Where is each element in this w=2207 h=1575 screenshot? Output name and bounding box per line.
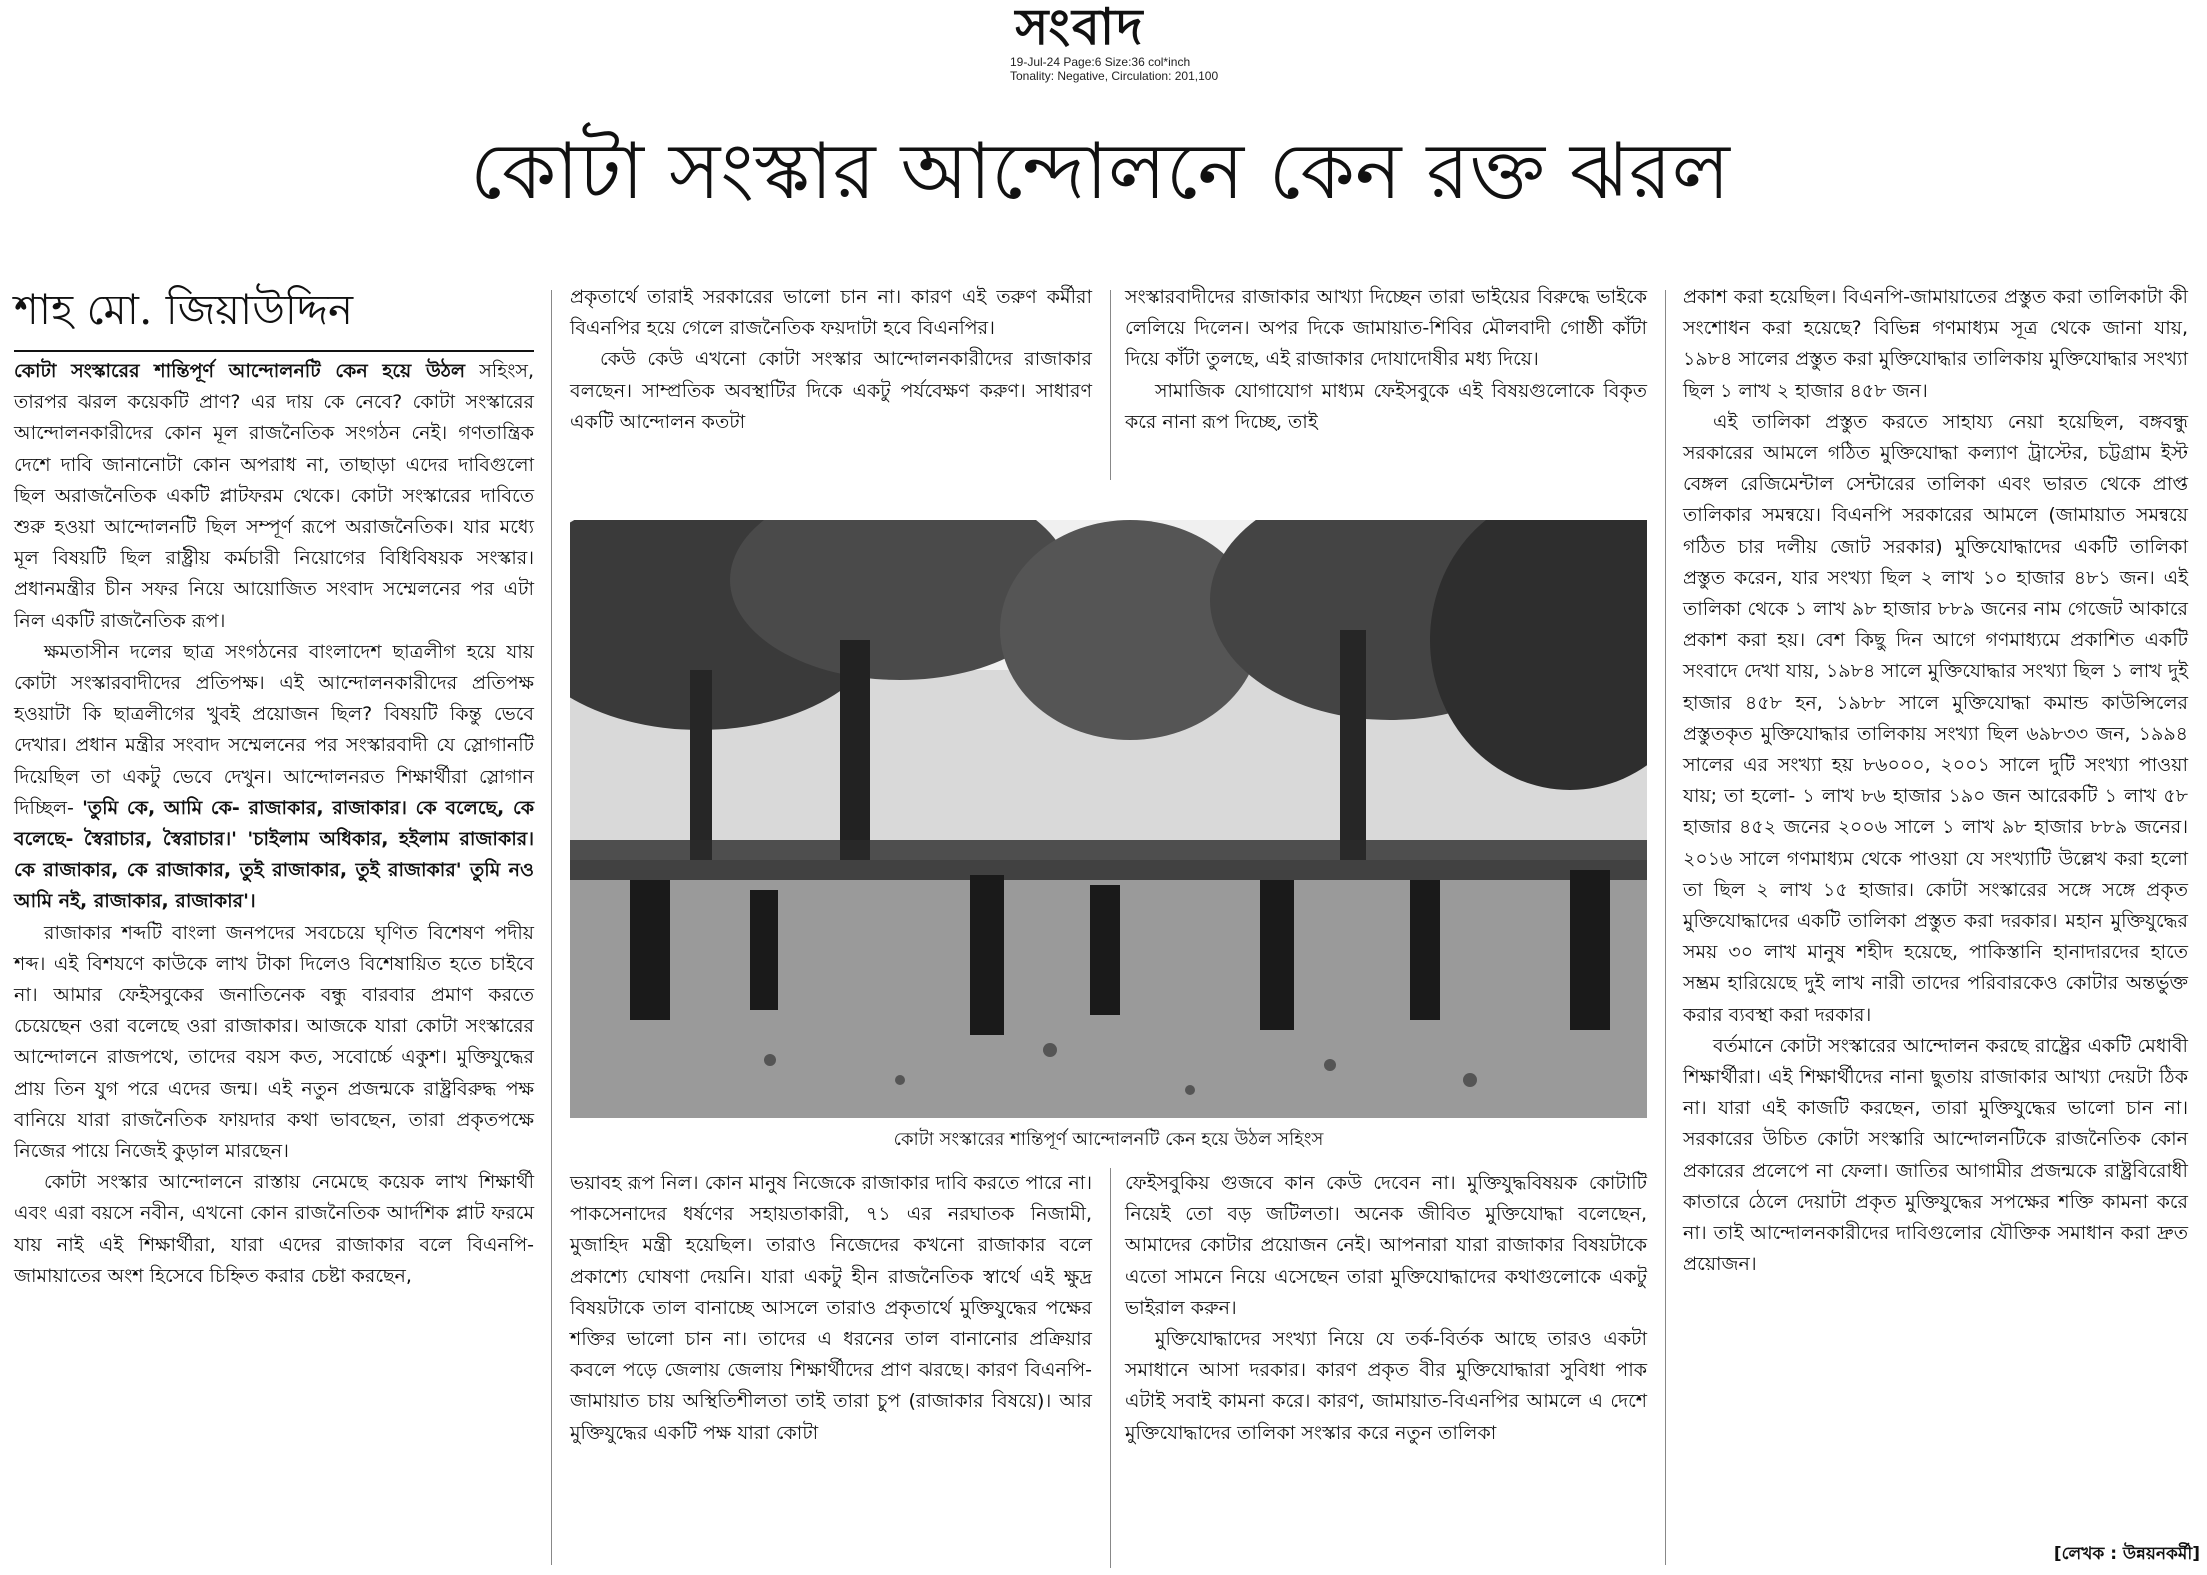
clipping-meta <box>1010 55 1330 83</box>
paragraph: প্রকাশ করা হয়েছিল। বিএনপি-জামায়াতের প্রস্তুত করা তালিকাটা কী সংশোধন করা হয়েছে? বিভিন্ন গণমাধ্যম সূত্র থেকে জানা যায়, ১৯৮৪ সালের প্রস্তুত করা মুক্তিযোদ্ধার তালিকায় মুক্তিযোদ্ধার সংখ্যা ছিল ১ লাখ ২ হাজার ৪৫৮ জন। <box>1683 286 2188 402</box>
paragraph: ফেইসবুকিয় গুজবে কান কেউ দেবেন না। মুক্তিযুদ্ধবিষয়ক কোটাটি নিয়েই তো বড় জটিলতা। অনেক জীবিত মুক্তিযোদ্ধা বলেছেন, আমাদের কোটার প্রয়োজন নেই। আপনারা যারা রাজাকার বিষয়টাকে এতো সামনে নিয়ে এসেছেন তারা মুক্তিযোদ্ধাদের কথাগুলোকে একটু ভাইরাল করুন। <box>1125 1172 1647 1319</box>
article-column-3-bottom <box>1125 1168 1647 1568</box>
paragraph-text: ক্ষমতাসীন দলের ছাত্র সংগঠনের বাংলাদেশ ছাত্রলীগ হয়ে যায় কোটা সংস্কারবাদীদের প্রতিপক্ষ। এই আন্দোলনকারীদের প্রতিপক্ষ হওয়াটা কি ছাত্রলীগের খুবই প্রয়োজন ছিল? বিষয়টি কিন্তু ভেবে দেখার। প্রধান মন্ত্রীর সংবাদ সম্মেলনের পর সংস্কারবাদী যে স্লোগানটি দিয়েছিল তা একটু ভেবে দেখুন। আন্দোলনরত শিক্ষার্থীরা স্লোগান দিচ্ছিল- <box>14 640 534 819</box>
paragraph <box>14 637 534 918</box>
clipping-meta-line2: Tonality: Negative, Circulation: 201,100 <box>1010 69 1219 83</box>
article-headline: কোটা সংস্কার আন্দোলনে কেন রক্ত ঝরল <box>470 127 1730 217</box>
clipping-meta-line1: 19-Jul-24 Page:6 Size:36 col*inch <box>1010 55 1191 69</box>
author-signoff: [লেখক : উন্নয়নকর্মী] <box>2053 1544 2200 1564</box>
paragraph-text: সহিংস, তারপর ঝরল কয়েকটি প্রাণ? এর দায় কে নেবে? কোটা সংস্কারের আন্দোলনকারীদের কোন মূল রাজনৈতিক সংগঠন নেই। গণতান্ত্রিক দেশে দাবি জানানোটা কোন অপরাধ না, তাছাড়া এদের দাবিগুলো ছিল অরাজনৈতিক একটি প্লাটফরম থেকে। কোটা সংস্কারের দাবিতে শুরু হওয়া আন্দোলনটি ছিল সম্পূর্ণ রূপে অরাজনৈতিক। যার মধ্যে মূল বিষয়টি ছিল রাষ্ট্রীয় কর্মচারী নিয়োগের বিধিবিষয়ক সংস্কার। প্রধানমন্ত্রীর চীন সফর নিয়ে আয়োজিত সংবাদ সম্মেলনের পর এটা নিল একটি রাজনৈতিক রূপ। <box>14 360 534 632</box>
author-divider <box>14 350 534 352</box>
paragraph: ভয়াবহ রূপ নিল। কোন মানুষ নিজেকে রাজাকার দাবি করতে পারে না। পাকসেনাদের ধর্ষণের সহায়তাকারী, ৭১ এর নরঘাতক নিজামী, মুজাহিদ মন্ত্রী হয়েছিল। তারাও নিজেদের কখনো রাজাকার বলে প্রকাশ্যে ঘোষণা দেয়নি। যারা একটু হীন রাজনৈতিক স্বার্থে এই ক্ষুদ্র বিষয়টাকে তাল বানাচ্ছে আসলে তারাও প্রকৃতার্থে মুক্তিযুদ্ধের পক্ষের শক্তির ভালো চান না। তাদের এ ধরনের তাল বানানোর প্রক্রিয়ার কবলে পড়ে জেলায় জেলায় শিক্ষার্থীদের প্রাণ ঝরছে। কারণ বিএনপি-জামায়াত চায় অস্থিতিশীলতা তাই তারা চুপ (রাজাকার বিষয়ে)। আর মুক্তিযুদ্ধের একটি পক্ষ যারা কোটা <box>570 1172 1092 1444</box>
column-divider <box>1110 1168 1111 1568</box>
article-column-4 <box>1683 282 2188 1540</box>
paragraph: এই তালিকা প্রস্তুত করতে সাহায্য নেয়া হয়েছিল, বঙ্গবন্ধু সরকারের আমলে গঠিত মুক্তিযোদ্ধা কল্যাণ ট্রাস্টের, চট্টগ্রাম ইস্ট বেঙ্গল রেজিমেন্টাল সেন্টারের তালিকা এবং ভারত থেকে প্রাপ্ত তালিকার সমন্বয়ে। বিএনপি সরকারের আমলে (জামায়াত সমন্বয়ে গঠিত চার দলীয় জোট সরকার) মুক্তিযোদ্ধাদের একটি তালিকা প্রস্তুত করেন, যার সংখ্যা ছিল ২ লাখ ১০ হাজার ৪৮১ জন। এই তালিকা থেকে ১ লাখ ৯৮ হাজার ৮৮৯ জনের নাম গেজেট আকারে প্রকাশ করা হয়। বেশ কিছু দিন আগে গণমাধ্যমে প্রকাশিত একটি সংবাদে দেখা যায়, ১৯৮৪ সালে মুক্তিযোদ্ধার সংখ্যা ছিল ১ লাখ দুই হাজার ৪৫৮ হন, ১৯৮৮ সালে মুক্তিযোদ্ধা কমান্ড কাউন্সিলের প্রস্তুতকৃত মুক্তিযোদ্ধার তালিকায় সংখ্যা ছিল ৬৯৮৩৩ জন, ১৯৯৪ সালের এর সংখ্যা হয় ৮৬০০০, ২০০১ সালে দুটি সংখ্যা পাওয়া যায়; তা হলো- ১ লাখ ৮৬ হাজার ১৯০ জন আরেকটি ১ লাখ ৫৮ হাজার ৪৫২ জনের ২০০৬ সালে ১ লাখ ৯৮ হাজার ৮৮৯ জনের। ২০১৬ সালে গণমাধ্যম থেকে পাওয়া যে সংখ্যাটি উল্লেখ করা হলো তা ছিল ২ লাখ ১৫ হাজার। কোটা সংস্কারের সঙ্গে সঙ্গে প্রকৃত মুক্তিযোদ্ধাদের একটি তালিকা প্রস্তুত করা দরকার। মহান মুক্তিযুদ্ধের সময় ৩০ লাখ মানুষ শহীদ হয়েছে, পাকিস্তানি হানাদারদের হাতে সম্ভ্রম হারিয়েছে দুই লাখ নারী তাদের পরিবারকেও কোটার অন্তর্ভুক্ত করার ব্যবস্থা করা দরকার। <box>1683 410 2188 1026</box>
masthead-logo: সংবাদ <box>1015 0 1145 56</box>
paragraph: সংস্কারবাদীদের রাজাকার আখ্যা দিচ্ছেন তারা ভাইয়ের বিরুদ্ধে ভাইকে লেলিয়ে দিলেন। অপর দিকে জামায়াত-শিবির মৌলবাদী গোষ্ঠী কাঁটা দিয়ে কাঁটা তুলছে, এই রাজাকার দোযাদোষীর মধ্য দিয়ে। <box>1125 286 1647 371</box>
slogan-quote: 'তুমি কে, আমি কে- রাজাকার, রাজাকার। কে বলেছে, কে বলেছে- স্বৈরাচার, স্বৈরাচার।' 'চাইলাম অধিকার, হইলাম রাজাকার। কে রাজাকার, কে রাজাকার, তুই রাজাকার, তুই রাজাকার' তুমি নও আমি নই, রাজাকার, রাজাকার'। <box>14 796 534 913</box>
paragraph: সামাজিক যোগাযোগ মাধ্যম ফেইসবুকে এই বিষয়গুলোকে বিকৃত করে নানা রূপ দিচ্ছে, তাই <box>1125 379 1647 433</box>
paragraph: রাজাকার শব্দটি বাংলা জনপদের সবচেয়ে ঘৃণিত বিশেষণ পদীয় শব্দ। এই বিশযণে কাউকে লাখ টাকা দিলেও বিশেষায়িত হতে চাইবে না। আমার ফেইসবুকের জনাতিনেক বন্ধু বারবার প্রমাণ করতে চেয়েছেন ওরা বলেছে ওরা রাজাকার। আজকে যারা কোটা সংস্কারের আন্দোলনে রাজপথে, তাদের বয়স কত, সবোর্চ্চে একুশ। মুক্তিযুদ্ধের প্রায় তিন যুগ পরে এদের জন্ম। এই নতুন প্রজন্মকে রাষ্ট্রবিরুদ্ধ পক্ষ বানিয়ে যারা রাজনৈতিক ফায়দার কথা ভাবছেন, তারা প্রকৃতপক্ষে নিজের পায়ে নিজেই কুড়াল মারছেন। <box>14 921 534 1163</box>
column-divider <box>551 290 552 1565</box>
lead-sentence: কোটা সংস্কারের শান্তিপূর্ণ আন্দোলনটি কেন হয়ে উঠল <box>14 360 466 382</box>
news-photo <box>570 520 1647 1118</box>
photo-caption: কোটা সংস্কারের শান্তিপূর্ণ আন্দোলনটি কেন হয়ে উঠল সহিংস <box>893 1129 1324 1150</box>
paragraph: প্রকৃতার্থে তারাই সরকারের ভালো চান না। কারণ এই তরুণ কর্মীরা বিএনপির হয়ে গেলে রাজনৈতিক ফয়দাটা হবে বিএনপির। <box>570 286 1092 340</box>
article-author: শাহ মো. জিয়াউদ্দিন <box>14 285 354 334</box>
paragraph: কোটা সংস্কার আন্দোলনে রাস্তায় নেমেছে কয়েক লাখ শিক্ষার্থী এবং এরা বয়সে নবীন, এখনো কোন রাজনৈতিক আর্দশিক প্লাট ফরমে যায় নাই এই শিক্ষার্থীরা, যারা এদের রাজাকার বলে বিএনপি-জামায়াতের অংশ হিসেবে চিহ্নিত করার চেষ্টা করছেন, <box>14 1171 534 1287</box>
article-column-2-top <box>570 282 1092 472</box>
newspaper-masthead <box>870 0 1290 54</box>
paragraph: মুক্তিযোদ্ধাদের সংখ্যা নিয়ে যে তর্ক-বির্তক আছে তারও একটা সমাধানে আসা দরকার। কারণ প্রকৃত বীর মুক্তিযোদ্ধারা সুবিধা পাক এটাই সবাই কামনা করে। কারণ, জামায়াত-বিএনপির আমলে এ দেশে মুক্তিযোদ্ধাদের তালিকা সংস্কার করে নতুন তালিকা <box>1125 1328 1647 1444</box>
paragraph: কেউ কেউ এখনো কোটা সংস্কার আন্দোলনকারীদের রাজাকার বলছেন। সাম্প্রতিক অবস্থাটির দিকে একটু পর্যবেক্ষণ করুণ। সাধারণ একটি আন্দোলন কতটা <box>570 348 1092 433</box>
protest-scene-image <box>570 520 1647 1118</box>
column-divider <box>1110 290 1111 480</box>
article-column-2-bottom <box>570 1168 1092 1568</box>
paragraph <box>14 356 534 637</box>
column-divider <box>1665 290 1666 1565</box>
article-column-3-top <box>1125 282 1647 472</box>
article-column-1 <box>14 356 534 1571</box>
paragraph: বর্তমানে কোটা সংস্কারের আন্দোলন করছে রাষ্ট্রের একটি মেধাবী শিক্ষার্থীরা। এই শিক্ষার্থীদের নানা ছুতায় রাজাকার আখ্যা দেয়টা ঠিক না। যারা এই কাজটি করছেন, তারা মুক্তিযুদ্ধের ভালো চান না। সরকারের উচিত কোটা সংস্কারি আন্দোলনটিকে রাজনৈতিক কোন প্রকারের প্রলেপে না ফেলা। জাতির আগামীর প্রজন্মকে রাষ্ট্রবিরোধী কাতারে ঠেলে দেয়াটা প্রকৃত মুক্তিযুদ্ধের সপক্ষের শক্তি কামনা করে না। তাই আন্দোলনকারীদের দাবিগুলোর যৌক্তিক সমাধান করা দ্রুত প্রয়োজন। <box>1683 1034 2188 1276</box>
